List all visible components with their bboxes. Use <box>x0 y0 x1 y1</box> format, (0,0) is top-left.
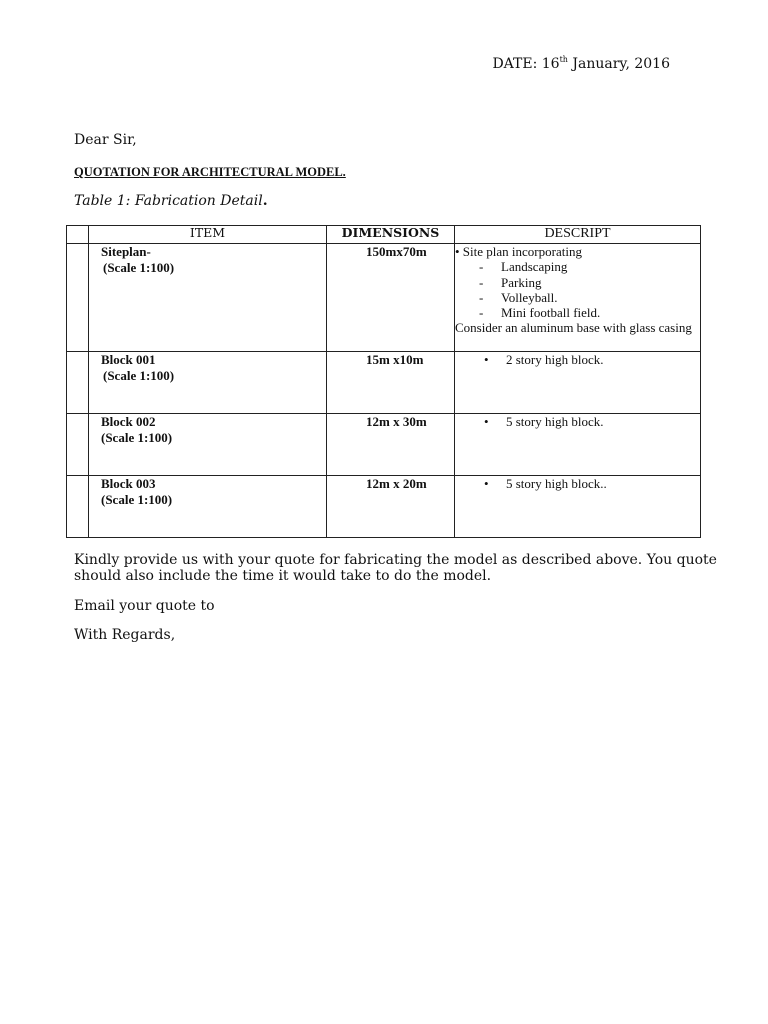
item-scale: (Scale 1:100) <box>103 368 175 383</box>
list-item: - Mini football field. <box>479 305 700 320</box>
row-blank-cell <box>67 244 89 352</box>
bullet-icon: • <box>484 414 489 429</box>
desc-text: 2 story high block. <box>506 352 604 367</box>
salutation: Dear Sir, <box>74 132 137 148</box>
closing-paragraph: Kindly provide us with your quote for fabricating the model as described above. You quote should also include the time it would take to do the model. <box>74 552 717 584</box>
dimensions-value: 12m x 20m <box>366 476 427 491</box>
list-item: - Landscaping <box>479 259 700 274</box>
header-description: DESCRIPT <box>455 226 701 244</box>
row-blank-cell <box>67 414 89 476</box>
table-row <box>67 414 701 476</box>
dimensions-cell <box>327 244 455 352</box>
item-scale: (Scale 1:100) <box>101 492 173 507</box>
description-cell <box>455 414 701 476</box>
date-suffix: January, 2016 <box>567 56 670 72</box>
dimensions-value: 150mx70m <box>366 244 427 259</box>
item-scale: (Scale 1:100) <box>103 260 175 275</box>
item-name: Block 002 <box>101 414 156 429</box>
desc-list <box>455 259 700 320</box>
table-row <box>67 244 701 352</box>
description-cell <box>455 476 701 538</box>
table-caption-text: Table 1: Fabrication Detail <box>74 193 263 209</box>
item-cell <box>89 244 327 352</box>
email-line: Email your quote to <box>74 598 215 614</box>
subject-heading: QUOTATION FOR ARCHITECTURAL MODEL. <box>74 165 346 179</box>
item-scale: (Scale 1:100) <box>101 430 173 445</box>
bullet-icon: • <box>484 352 489 367</box>
header-item: ITEM <box>89 226 327 244</box>
row-blank-cell <box>67 352 89 414</box>
desc-note: Consider an aluminum base with glass casing <box>455 320 692 336</box>
date-prefix: DATE: 16 <box>492 56 560 72</box>
dimensions-value: 12m x 30m <box>366 414 427 429</box>
dimensions-cell <box>327 414 455 476</box>
date-ordinal: th <box>559 55 568 64</box>
item-name: Block 001 <box>101 352 156 367</box>
list-item: - Parking <box>479 275 700 290</box>
table-row <box>67 476 701 538</box>
header-dimensions: DIMENSIONS <box>327 226 455 244</box>
item-cell <box>89 352 327 414</box>
item-name: Siteplan- <box>101 244 151 259</box>
table-caption-end: . <box>262 193 268 209</box>
table-caption <box>74 193 268 209</box>
dimensions-value: 15m x10m <box>366 352 424 367</box>
table-row <box>67 352 701 414</box>
item-cell <box>89 476 327 538</box>
dimensions-cell <box>327 476 455 538</box>
table-header-row <box>67 226 701 244</box>
letter-date <box>492 56 670 72</box>
item-name: Block 003 <box>101 476 156 491</box>
list-item: - Volleyball. <box>479 290 700 305</box>
description-cell <box>455 244 701 352</box>
header-blank-cell <box>67 226 89 244</box>
item-cell <box>89 414 327 476</box>
desc-intro: • Site plan incorporating <box>455 244 582 259</box>
dimensions-cell <box>327 352 455 414</box>
regards-line: With Regards, <box>74 627 176 643</box>
fabrication-table <box>66 225 701 538</box>
row-blank-cell <box>67 476 89 538</box>
description-cell <box>455 352 701 414</box>
bullet-icon: • <box>484 476 489 491</box>
desc-text: 5 story high block.. <box>506 476 607 491</box>
desc-text: 5 story high block. <box>506 414 604 429</box>
